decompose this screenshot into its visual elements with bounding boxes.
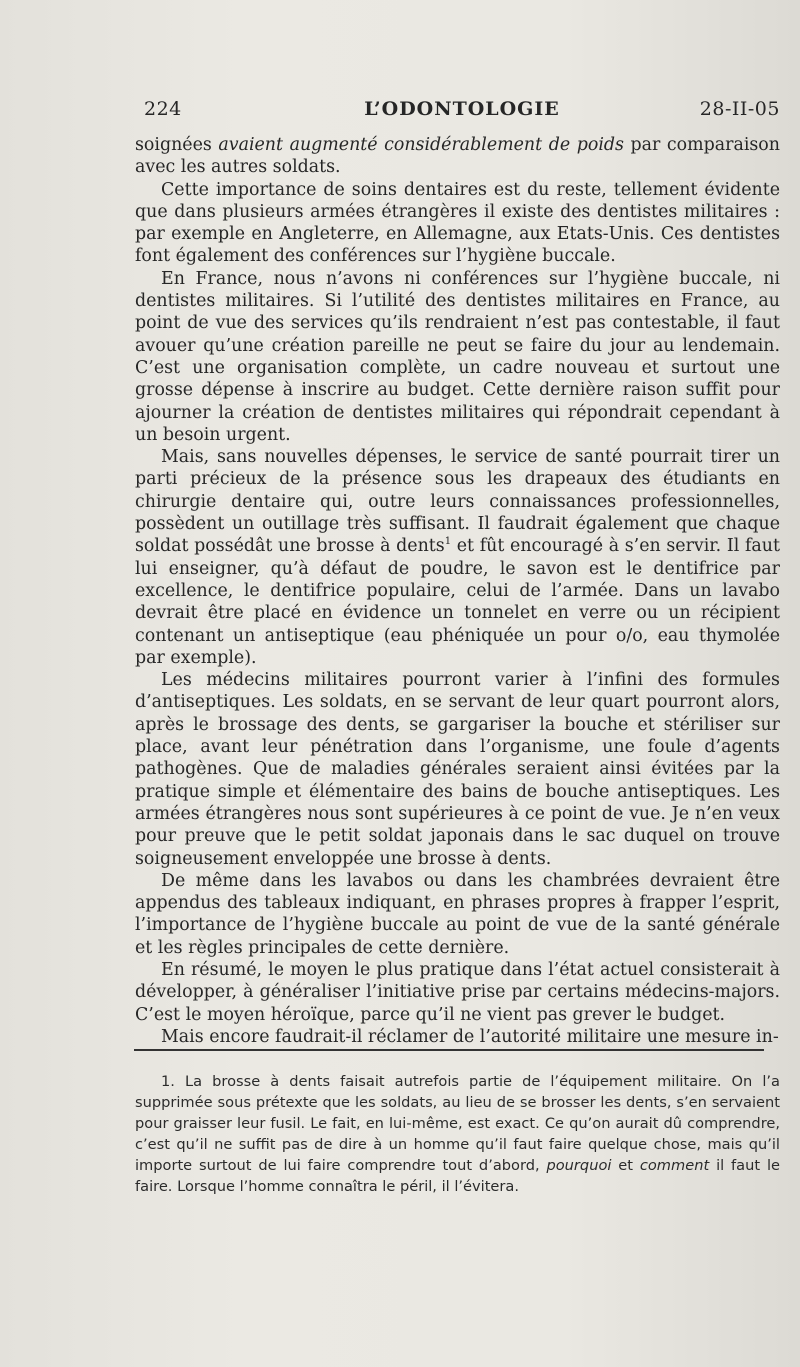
main-text xyxy=(135,134,780,1048)
emphasis-text: avaient augmenté considérablement de poids xyxy=(218,135,624,155)
page-number: 224 xyxy=(144,98,182,120)
paragraph-3: En France, nous n’avons ni conférences sur l’hygiène buccale, ni dentistes militaires. Si l’utilité des dentistes militaires en France, au point de vue des services qu’ils rendraient n’est pas contestable, il faut avouer qu’une création pareille ne peut se faire du jour au lendemain. C’est une organisation complète, un cadre nouveau et surtout une grosse dépense à inscrire au budget. Cette dernière raison suffit pour ajourner la création de dentistes militaires qui répondrait cependant à un besoin urgent. xyxy=(135,268,780,445)
paragraph-6: De même dans les lavabos ou dans les chambrées devraient être appendus des tableaux indiquant, en phrases propres à frapper l’esprit, l’importance de l’hygiène buccale au point de vue de la santé générale et les règles principales de cette dernière. xyxy=(135,870,780,958)
paragraph-8: Mais encore faudrait-il réclamer de l’autorité militaire une mesure in- xyxy=(161,1026,779,1047)
running-header xyxy=(144,98,780,126)
footnote-marker: 1. xyxy=(161,1073,175,1090)
paragraph-1: soignées avaient augmenté considérablement de poids par comparaison avec les autres soldats. xyxy=(135,135,780,178)
paragraph-7: En résumé, le moyen le plus pratique dans l’état actuel consisterait à développer, à généraliser l’initiative prise par certains médecins-majors. C’est le moyen héroïque, parce qu’il ne vient pas grever le budget. xyxy=(135,959,780,1025)
footnotes xyxy=(135,1071,780,1197)
journal-title: L’ODONTOLOGIE xyxy=(364,98,560,120)
paragraph-2: Cette importance de soins dentaires est du reste, tellement évidente que dans plusieurs armées étrangères il existe des dentistes militaires : par exemple en Angleterre, en Allemagne, aux Etats-Unis. Ces dentistes font également des conférences sur l’hygiène buccale. xyxy=(135,179,780,267)
footnote-divider xyxy=(134,1049,764,1051)
footnote-reference[interactable]: 1 xyxy=(444,536,452,548)
footnote-1: 1. La brosse à dents faisait autrefois partie de l’équipement militaire. On l’a supprimée sous prétexte que les soldats, au lieu de se brosser les dents, s’en servaient pour graisser leur fusil. Le fait, en lui-même, est exact. Ce qu’on aurait dû comprendre, c’est qu’il ne suffit pas de dire à un homme qu’il faut faire quelque chose, mais qu’il importe surtout de lui faire comprendre tout d’abord, pourquoi et comment il faut le faire. Lorsque l’homme connaîtra le péril, il l’évitera. xyxy=(135,1073,780,1195)
paragraph-4: Mais, sans nouvelles dépenses, le service de santé pourrait tirer un parti précieux de la présence sous les drapeaux des étudiants en chirurgie dentaire qui, outre leurs connaissances professionnelles, possèdent un outillage très suffisant. Il faudrait également que chaque soldat possédât une brosse à dents$^1$ et fût encouragé à s’en servir. Il faut lui enseigner, qu’à défaut de poudre, le savon est le dentifrice par excellence, le dentifrice populaire, celui de l’armée. Dans un lavabo devrait être placé en évidence un tonnelet en verre ou un récipient contenant un antiseptique (eau phéniquée un pour o/o, eau thymolée par exemple). xyxy=(135,447,780,668)
issue-date: 28-II-05 xyxy=(699,98,780,120)
paragraph-5: Les médecins militaires pourront varier à l’infini des formules d’antiseptiques. Les soldats, en se servant de leur quart pourront alors, après le brossage des dents, se gargariser la bouche et stériliser sur place, avant leur pénétration dans l’organisme, une foule d’agents pathogènes. Que de maladies générales seraient ainsi évitées par la pratique simple et élémentaire des bains de bouche antiseptiques. Les armées étrangères nous sont supérieures à ce point de vue. Je n’en veux pour preuve que le petit soldat japonais dans le sac duquel on trouve soigneusement enveloppée une brosse à dents. xyxy=(135,670,780,869)
